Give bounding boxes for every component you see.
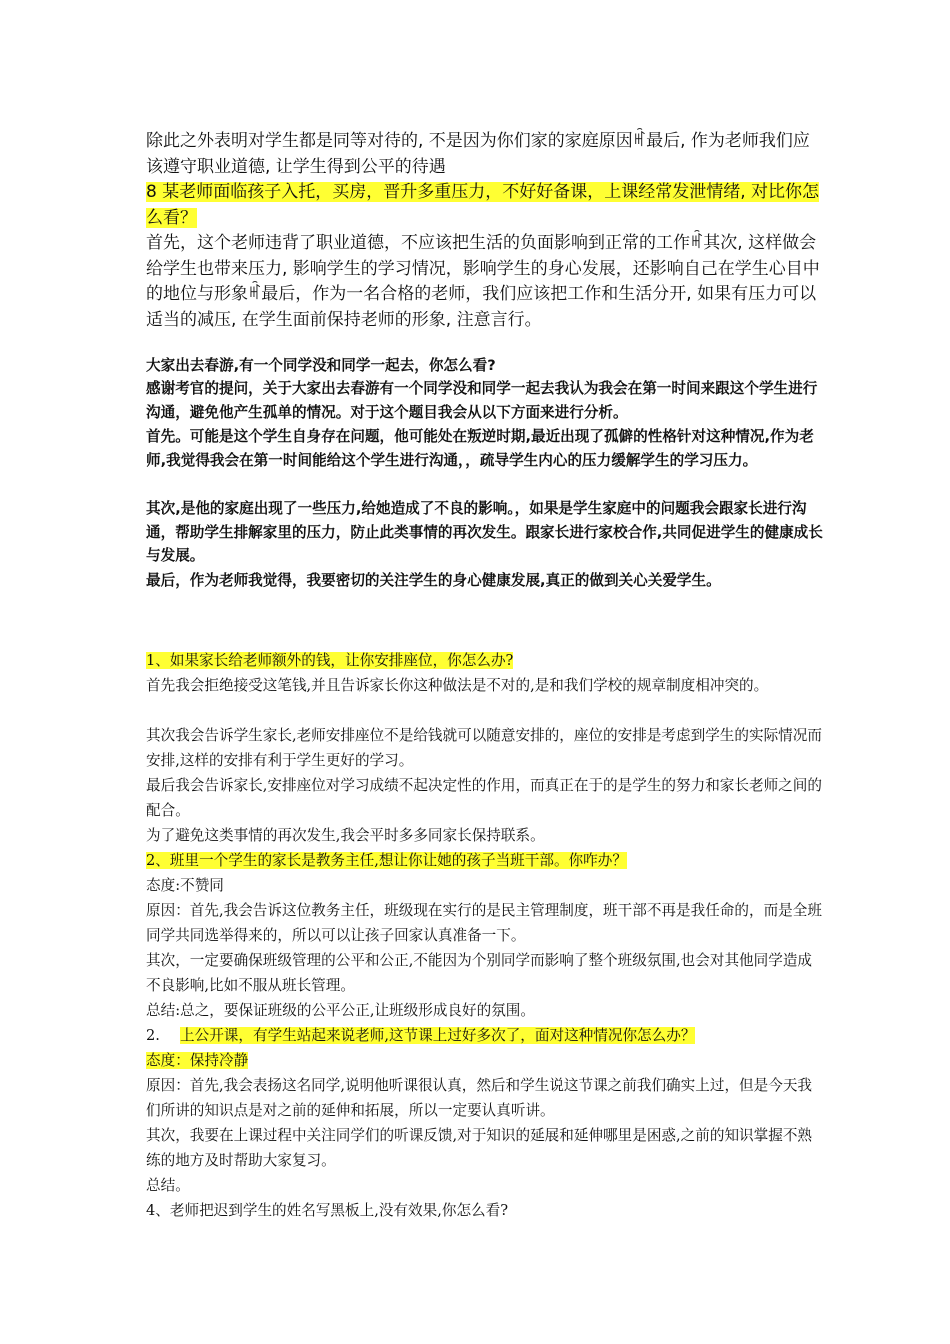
answer-paragraph: 其次我会告诉学生家长,老师安排座位不是给钱就可以随意安排的，座位的安排是考虑到学生的实际情况而安排,这样的安排有利于学生更好的学习。 (146, 727, 822, 770)
question-heading (146, 648, 826, 673)
answer-paragraph: 其次，我要在上课过程中关注同学们的听课反馈,对于知识的延展和延伸哪里是困惑,之前的知识掌握不熟练的地方及时帮助大家复习。 (146, 1127, 813, 1170)
answer-paragraph: 首先我会拒绝接受这笔钱,并且告诉家长你这种做法是不对的,是和我们学校的规章制度相冲突的。 (146, 677, 769, 694)
answer-paragraph: 原因：首先,我会告诉这位教务主任，班级现在实行的是民主管理制度，班干部不再是我任命的，而是全班同学共同选举得来的，所以可以让孩子回家认真准备一下。 (146, 902, 822, 945)
answer-paragraph: 最后我会告诉家长,安排座位对学习成绩不起决定性的作用，而真正在于的是学生的努力和家长老师之间的配合。 (146, 777, 822, 820)
attitude-line: 态度:不赞同 (146, 877, 224, 894)
answer-paragraph: 感谢考官的提问，关于大家出去春游有一个同学没和同学一起去我认为我会在第一时间来跟这个学生进行沟通，避免他产生孤单的情况。对于这个题目我会从以下方面来进行分析。 (146, 380, 818, 421)
answer-paragraph: 原因：首先,我会表扬这名同学,说明他听课很认真，然后和学生说这节课之前我们确实上过，但是今天我们所讲的知识点是对之前的延伸和拓展，所以一定要认真听讲。 (146, 1077, 813, 1120)
answer-paragraph: 最后，作为老师我觉得，我要密切的关注学生的身心健康发展,真正的做到关心关爱学生。 (146, 572, 721, 589)
question-text: 2、班里一个学生的家长是教务主任,想让你让她的孩子当班干部。你咋办？ (146, 852, 627, 869)
attitude-text: 态度：保持冷静 (146, 1052, 249, 1069)
answer-paragraph: 首先。可能是这个学生自身存在问题，他可能处在叛逆时期,最近出现了孤僻的性格针对这种情况,作为老师,我觉得我会在第一时间能给这个学生进行沟通，，疏导学生内心的压力缓解学生的学习压力。 (146, 428, 814, 469)
question-heading: 大家出去春游,有一个同学没和同学一起去，你怎么看? (146, 357, 496, 374)
question-heading (146, 848, 826, 873)
answer-paragraph: 为了避免这类事情的再次发生,我会平时多多同家长保持联系。 (146, 827, 545, 844)
question-number: 2. (146, 1027, 160, 1044)
answer-paragraph: 其次,是他的家庭出现了一些压力,给她造成了不良的影响。，如果是学生家庭中的问题我会跟家长进行沟通，帮助学生排解家里的压力，防止此类事情的再次发生。跟家长进行家校合作,共同促进学生的健康成长与发展。 (146, 500, 823, 565)
attitude-line (146, 1048, 826, 1073)
question-heading: 4、老师把迟到学生的姓名写黑板上,没有效果,你怎么看? (146, 1202, 509, 1219)
question-text: 上公开课，有学生站起来说老师,这节课上过好多次了，面对这种情况你怎么办？ (180, 1027, 696, 1044)
question-text: 8 某老师面临孩子入托，买房，晋升多重压力，不好好备课，上课经常发泄情绪, 对比你怎么看？ (146, 182, 820, 228)
paragraph: 除此之外表明对学生都是同等对待的, 不是因为你们家的家庭原因ꎬ最后, 作为老师我们应该遵守职业道德, 让学生得到公平的待遇 (146, 131, 810, 177)
question-heading (146, 180, 826, 231)
question-heading (146, 1023, 826, 1048)
answer-paragraph: 总结:总之，要保证班级的公平公正,让班级形成良好的氛围。 (146, 1002, 535, 1019)
question-text: 1、如果家长给老师额外的钱，让你安排座位，你怎么办? (146, 652, 514, 669)
answer-paragraph: 首先，这个老师违背了职业道德，不应该把生活的负面影响到正常的工作ꎬ其次, 这样做会给学生也带来压力, 影响学生的学习情况，影响学生的身心发展，还影响自己在学生心目中的地位与形象ꎬ最后，作为一名合格的老师，我们应该把工作和生活分开, 如果有压力可以适当的减压, 在学生面前保持老师的形象, 注意言行。 (146, 233, 820, 330)
answer-paragraph: 总结。 (146, 1177, 190, 1194)
answer-paragraph: 其次，一定要确保班级管理的公平和公正,不能因为个别同学而影响了整个班级氛围,也会对其他同学造成不良影响,比如不服从班长管理。 (146, 952, 813, 995)
